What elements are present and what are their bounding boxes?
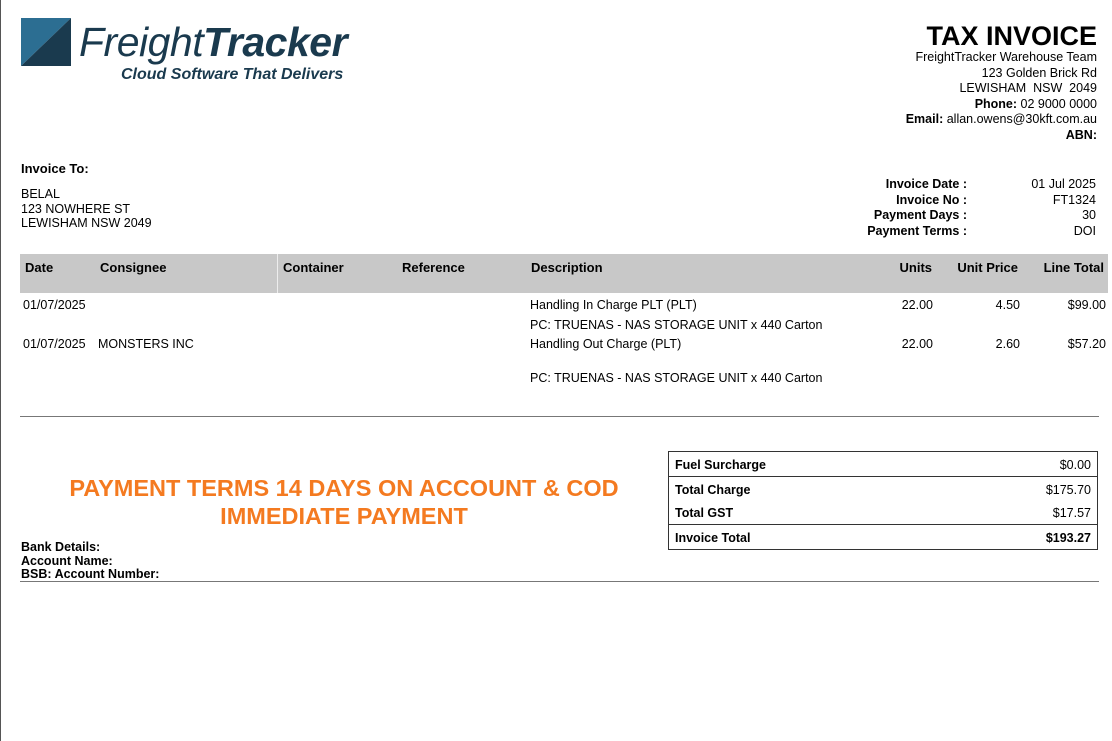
row-note: PC: TRUENAS - NAS STORAGE UNIT x 440 Carton — [530, 318, 823, 332]
logo-word-light: Freight — [79, 19, 204, 65]
row-description: Handling Out Charge (PLT) — [530, 337, 682, 351]
customer-city: LEWISHAM NSW 2049 — [21, 216, 152, 230]
invoice-no: FT1324 — [1052, 192, 1096, 207]
invoice-meta-values — [1031, 177, 1096, 240]
invoice-meta-labels — [867, 177, 967, 240]
logo-word-bold: Tracker — [203, 19, 348, 65]
row-line-total: $57.20 — [1067, 337, 1106, 351]
col-unit-price: Unit Price — [957, 260, 1018, 275]
row-consignee: MONSTERS INC — [98, 337, 194, 351]
total-label: Invoice Total — [675, 531, 751, 545]
payment-days: 30 — [1082, 208, 1096, 223]
row-note: PC: TRUENAS - NAS STORAGE UNIT x 440 Carton — [530, 371, 823, 385]
company-phone-line — [906, 97, 1097, 113]
row-units: 22.00 — [901, 337, 933, 351]
divider — [20, 416, 1099, 417]
row-description: Handling In Charge PLT (PLT) — [530, 298, 697, 312]
invoice-total-value: $193.27 — [1045, 531, 1091, 545]
invoice-no-label: Invoice No : — [896, 192, 967, 207]
payment-terms-label: Payment Terms : — [867, 224, 967, 239]
page-border — [0, 0, 1, 741]
freighttracker-logo-icon — [21, 18, 71, 66]
total-label: Total GST — [675, 506, 734, 520]
bank-details-label: Bank Details: — [21, 540, 101, 554]
fuel-surcharge-row — [669, 452, 1097, 476]
email-label: Email: — [905, 112, 944, 126]
row-line-total: $99.00 — [1067, 298, 1106, 312]
col-units: Units — [899, 260, 932, 275]
col-container: Container — [283, 260, 344, 275]
total-charge-row — [669, 476, 1097, 501]
invoice-to-label: Invoice To: — [21, 161, 89, 176]
col-consignee: Consignee — [100, 260, 167, 275]
col-divider — [277, 254, 278, 293]
invoice-date-label: Invoice Date : — [885, 177, 967, 191]
payment-terms-line2: IMMEDIATE PAYMENT — [220, 503, 468, 529]
company-abn-line — [906, 128, 1097, 144]
payment-terms-notice — [20, 474, 668, 530]
col-date: Date — [25, 260, 54, 275]
total-value: $17.57 — [1052, 506, 1091, 520]
col-line-total: Line Total — [1043, 260, 1104, 275]
row-date: 01/07/2025 — [23, 337, 86, 351]
customer-name: BELAL — [21, 187, 60, 201]
account-name-label: Account Name: — [21, 553, 113, 568]
row-unit-price: 2.60 — [995, 337, 1020, 351]
total-label: Total Charge — [675, 483, 751, 497]
total-label: Fuel Surcharge — [675, 458, 766, 472]
divider — [20, 581, 1099, 582]
company-phone: 02 9000 0000 — [1020, 96, 1097, 111]
bank-details — [21, 541, 159, 582]
payment-terms: DOI — [1073, 224, 1096, 239]
invoice-total-row — [669, 524, 1097, 549]
row-units: 22.00 — [901, 298, 933, 312]
company-name: FreightTracker Warehouse Team — [915, 50, 1097, 64]
col-description: Description — [531, 260, 603, 275]
abn-label: ABN: — [1065, 127, 1097, 142]
col-reference: Reference — [402, 260, 465, 275]
total-value: $175.70 — [1045, 483, 1091, 497]
payment-terms-line1: PAYMENT TERMS 14 DAYS ON ACCOUNT & COD — [69, 475, 619, 501]
logo-tagline: Cloud Software That Delivers — [121, 66, 344, 83]
company-street: 123 Golden Brick Rd — [981, 65, 1097, 80]
logo-wordmark — [79, 18, 347, 66]
company-email: allan.owens@30kft.com.au — [946, 112, 1097, 126]
phone-label: Phone: — [974, 96, 1018, 111]
bsb-account-label: BSB: Account Number: — [21, 567, 160, 581]
company-block — [906, 22, 1097, 143]
company-city: LEWISHAM NSW 2049 — [959, 81, 1097, 95]
table-header — [20, 254, 1108, 293]
row-date: 01/07/2025 — [23, 298, 86, 312]
total-gst-row — [669, 500, 1097, 524]
customer-street: 123 NOWHERE ST — [21, 201, 131, 216]
row-unit-price: 4.50 — [995, 298, 1020, 312]
invoice-to-address — [21, 187, 152, 231]
document-title: TAX INVOICE — [926, 21, 1097, 51]
total-value: $0.00 — [1059, 458, 1091, 472]
invoice-date: 01 Jul 2025 — [1031, 177, 1096, 191]
totals-box — [668, 451, 1098, 550]
company-email-line — [906, 112, 1097, 128]
payment-days-label: Payment Days : — [873, 208, 967, 223]
